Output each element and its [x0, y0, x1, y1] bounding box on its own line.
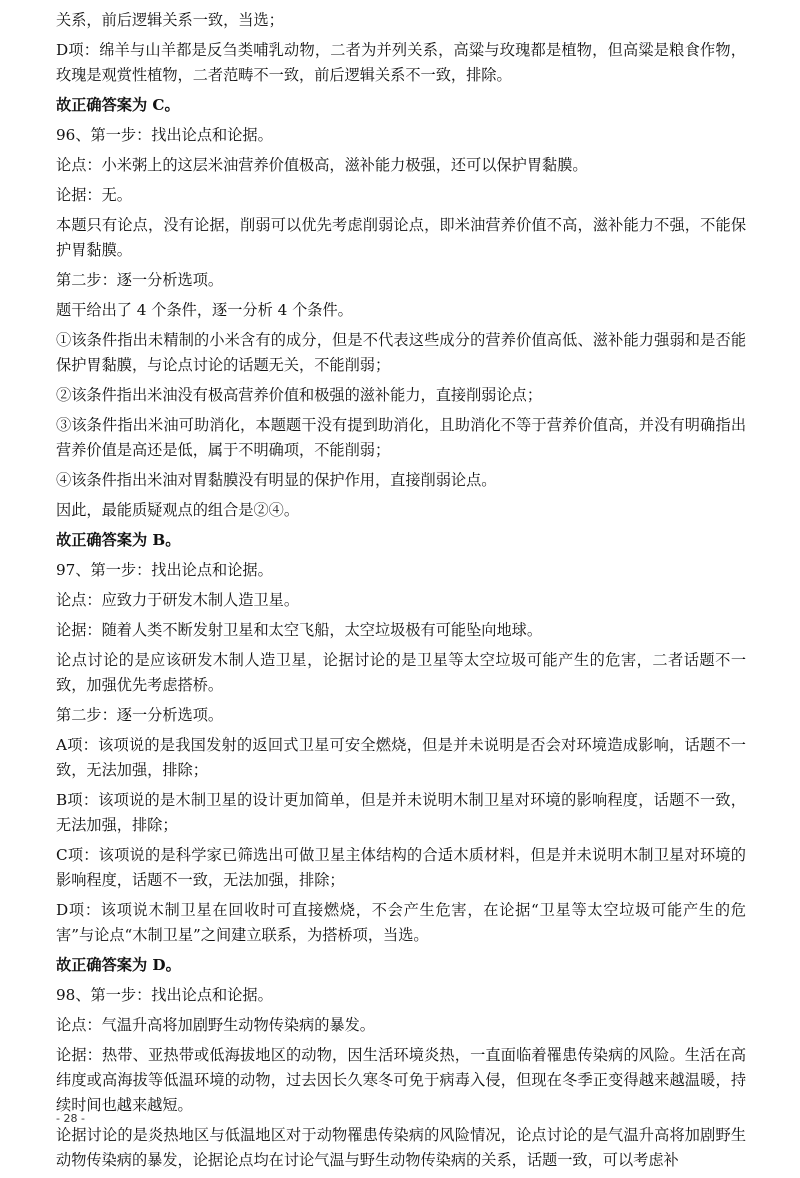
paragraph: 论据：热带、亚热带或低海拔地区的动物，因生活环境炎热，一直面临着罹患传染病的风险。生活在高纬度或高海拔等低温环境的动物，过去因长久寒冬可免于病毒入侵，但现在冬季正变得越来越温暖，持续时间也越来越短。: [56, 1046, 746, 1114]
paragraph: 关系，前后逻辑关系一致，当选；: [56, 11, 284, 29]
paragraph: 题干给出了 4 个条件，逐一分析 4 个条件。: [56, 301, 353, 319]
paragraph: ④该条件指出米油对胃黏膜没有明显的保护作用，直接削弱论点。: [56, 471, 497, 489]
paragraph: A项：该项说的是我国发射的返回式卫星可安全燃烧，但是并未说明是否会对环境造成影响，话题不一致，无法加强，排除；: [56, 736, 746, 779]
paragraph: 第二步：逐一分析选项。: [56, 706, 224, 724]
paragraph: 论点讨论的是应该研发木制人造卫星，论据讨论的是卫星等太空垃圾可能产生的危害，二者话题不一致，加强优先考虑搭桥。: [56, 651, 746, 694]
paragraph: B项：该项说的是木制卫星的设计更加简单，但是并未说明木制卫星对环境的影响程度，话题不一致，无法加强，排除；: [56, 791, 746, 834]
paragraph: C项：该项说的是科学家已筛选出可做卫星主体结构的合适木质材料，但是并未说明木制卫星对环境的影响程度，话题不一致，无法加强，排除；: [56, 846, 746, 889]
paragraph: D项：绵羊与山羊都是反刍类哺乳动物，二者为并列关系，高粱与玫瑰都是植物，但高粱是粮食作物，玫瑰是观赏性植物，二者范畴不一致，前后逻辑关系不一致，排除。: [56, 41, 746, 84]
paragraph: 因此，最能质疑观点的组合是②④。: [56, 501, 299, 519]
paragraph: 论据：随着人类不断发射卫星和太空飞船，太空垃圾极有可能坠向地球。: [56, 621, 542, 639]
paragraph: 本题只有论点，没有论据，削弱可以优先考虑削弱论点，即米油营养价值不高，滋补能力不强，不能保护胃黏膜。: [56, 216, 746, 259]
paragraph: D项：该项说木制卫星在回收时可直接燃烧，不会产生危害，在论据“卫星等太空垃圾可能产生的危害”与论点“木制卫星”之间建立联系，为搭桥项，当选。: [56, 901, 746, 944]
answer-line: 故正确答案为 D。: [56, 956, 181, 974]
paragraph: 98、第一步：找出论点和论据。: [56, 986, 273, 1004]
paragraph: 论点：应致力于研发木制人造卫星。: [56, 591, 299, 609]
page-number: - 28 -: [56, 1112, 85, 1125]
paragraph: 第二步：逐一分析选项。: [56, 271, 224, 289]
paragraph: ③该条件指出米油可助消化，本题题干没有提到助消化，且助消化不等于营养价值高，并没有明确指出营养价值是高还是低，属于不明确项，不能削弱；: [56, 416, 746, 459]
paragraph: 96、第一步：找出论点和论据。: [56, 126, 273, 144]
answer-line: 故正确答案为 C。: [56, 96, 180, 114]
paragraph: 论据：无。: [56, 186, 132, 204]
paragraph: ①该条件指出未精制的小米含有的成分，但是不代表这些成分的营养价值高低、滋补能力强弱和是否能保护胃黏膜，与论点讨论的话题无关，不能削弱；: [56, 331, 746, 374]
paragraph: 论据讨论的是炎热地区与低温地区对于动物罹患传染病的风险情况，论点讨论的是气温升高将加剧野生动物传染病的暴发，论据论点均在讨论气温与野生动物传染病的关系，话题一致，可以考虑补: [56, 1126, 746, 1169]
paragraph: ②该条件指出米油没有极高营养价值和极强的滋补能力，直接削弱论点；: [56, 386, 542, 404]
paragraph: 97、第一步：找出论点和论据。: [56, 561, 273, 579]
document-body: [56, 8, 746, 1178]
paragraph: 论点：气温升高将加剧野生动物传染病的暴发。: [56, 1016, 375, 1034]
paragraph: 论点：小米粥上的这层米油营养价值极高，滋补能力极强，还可以保护胃黏膜。: [56, 156, 588, 174]
answer-line: 故正确答案为 B。: [56, 531, 181, 549]
